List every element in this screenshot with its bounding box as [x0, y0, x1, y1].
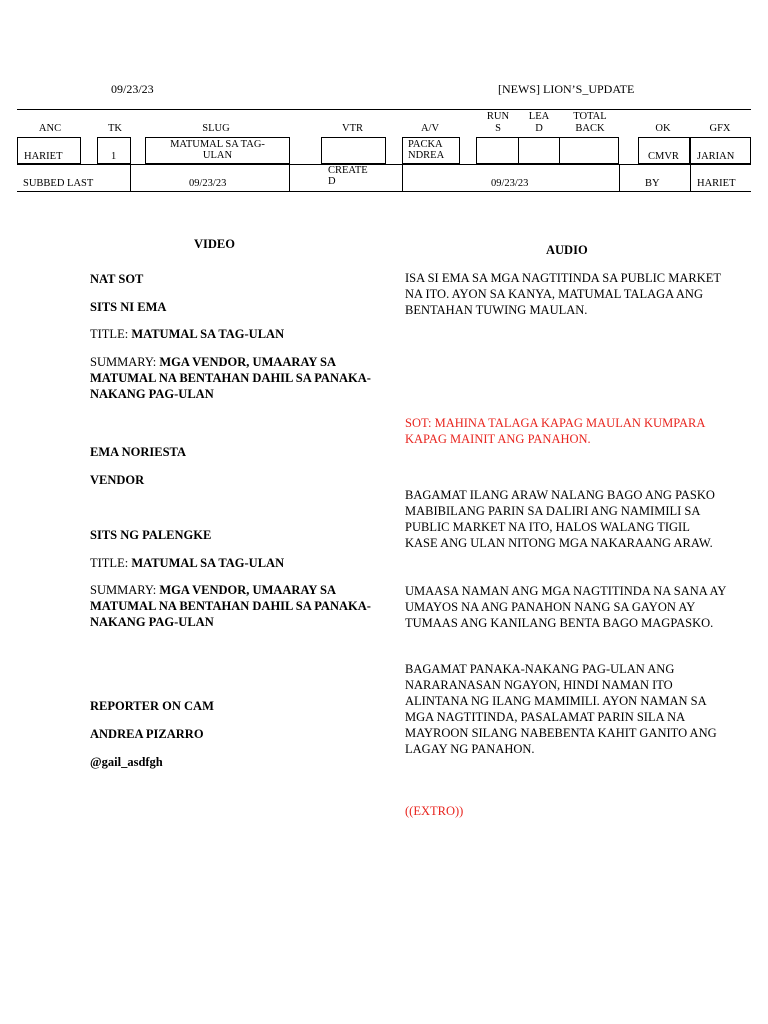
label-runs — [478, 111, 518, 135]
av-box — [402, 137, 460, 164]
label-vtr: VTR — [342, 123, 363, 134]
label-lead-line2: D — [535, 123, 543, 134]
footer-divider-3 — [402, 164, 403, 191]
anc-value: HARIET — [24, 151, 63, 162]
footer-divider-5 — [690, 164, 691, 191]
audio-paragraph-3: UMAASA NAMAN ANG MGA NAGTITINDA NA SANA AY UMAYOS NA ANG PANAHON NANG SA GAYON AY TUMAAS ANG KANILANG BENTA BAGO MAGPASKO. — [405, 584, 726, 630]
footer-bottom-rule — [17, 191, 751, 192]
audio-paragraph-4: BAGAMAT PANAKA-NAKANG PAG-ULAN ANG NARARANASAN NGAYON, HINDI NAMAN ITO ALINTANA NG ILANG MAMIMILI. AYON NAMAN SA MGA NAGTITINDA, PASALAMAT PARIN SILA NA MAYROON SILANG NABEBENTA KAHIT GANITO ANG LAGAY NG PANAHON. — [405, 662, 717, 756]
label-runs-line2: S — [495, 123, 501, 134]
summary-label: SUMMARY: — [90, 355, 160, 369]
title-label: TITLE: — [90, 327, 132, 341]
lead-box — [518, 137, 560, 164]
slug-line1: MATUMAL SA TAG- — [170, 139, 265, 150]
footer-top-rule — [17, 164, 751, 165]
label-anc: ANC — [38, 123, 62, 134]
audio-paragraph-2: BAGAMAT ILANG ARAW NALANG BAGO ANG PASKO MABIBILANG PARIN SA DALIRI ANG NAMIMILI SA PUBLIC MARKET NA ITO, HALOS WALANG TIGIL KASE ANG ULAN NITONG MGA NAKARAANG ARAW. — [405, 488, 715, 550]
header-date: 09/23/23 — [111, 82, 154, 96]
vtr-box — [321, 137, 386, 164]
video-sits-palengke: SITS NG PALENGKE — [90, 528, 212, 542]
video-role: VENDOR — [90, 473, 145, 487]
video-reporter-name: ANDREA PIZARRO — [90, 727, 204, 741]
summary-value-2: MGA VENDOR, UMAARAY SA MATUMAL NA BENTAHAN DAHIL SA PANAKA-NAKANG PAG-ULAN — [90, 583, 371, 629]
subbed-last-date: 09/23/23 — [189, 178, 227, 189]
av-line2: NDREA — [408, 150, 445, 161]
by-value: HARIET — [697, 178, 736, 189]
audio-sot: SOT: MAHINA TALAGA KAPAG MAULAN KUMPARA KAPAG MAINIT ANG PANAHON. — [405, 416, 705, 446]
audio-paragraph-1: ISA SI EMA SA MGA NAGTITINDA SA PUBLIC MARKET NA ITO. AYON SA KANYA, MATUMAL TALAGA ANG BENTAHAN TUWING MAULAN. — [405, 271, 721, 317]
av-line1: PACKA — [408, 139, 443, 150]
footer-divider-1 — [130, 164, 131, 191]
tk-value: 1 — [111, 151, 117, 162]
video-reporter: REPORTER ON CAM — [90, 699, 214, 713]
header-title: [NEWS] LION’S_UPDATE — [498, 82, 635, 96]
anc-box — [17, 137, 81, 164]
tk-box — [97, 137, 131, 164]
created-date: 09/23/23 — [491, 178, 529, 189]
total-back-box — [559, 137, 619, 164]
gfx-value: JARIAN — [697, 151, 735, 162]
created-label — [328, 165, 368, 187]
video-title-2 — [90, 555, 390, 571]
runs-box — [476, 137, 519, 164]
av-value — [408, 139, 444, 161]
top-rule — [17, 109, 751, 110]
footer-divider-4 — [619, 164, 620, 191]
video-sits-ema: SITS NI EMA — [90, 300, 167, 314]
video-name: EMA NORIESTA — [90, 445, 186, 459]
slug-box — [145, 137, 290, 164]
footer-divider-2 — [289, 164, 290, 191]
label-lead-line1: LEA — [528, 111, 550, 122]
label-total-back-line1: TOTAL — [573, 111, 607, 122]
slug-value — [146, 139, 289, 161]
ok-box — [638, 137, 690, 164]
created-line1: CREATE — [328, 165, 368, 176]
video-title-1 — [90, 326, 390, 342]
title-label-2: TITLE: — [90, 556, 132, 570]
by-label: BY — [645, 178, 660, 189]
subbed-last-label: SUBBED LAST — [23, 178, 94, 189]
created-line2: D — [328, 176, 336, 187]
summary-value: MGA VENDOR, UMAARAY SA MATUMAL NA BENTAHAN DAHIL SA PANAKA-NAKANG PAG-ULAN — [90, 355, 371, 401]
label-gfx: GFX — [709, 123, 731, 134]
label-lead — [519, 111, 559, 135]
label-slug: SLUG — [202, 123, 230, 134]
label-tk: TK — [108, 123, 122, 134]
title-value: MATUMAL SA TAG-ULAN — [131, 327, 285, 341]
video-summary-1 — [90, 354, 375, 402]
title-value-2: MATUMAL SA TAG-ULAN — [131, 556, 285, 570]
audio-extro: ((EXTRO)) — [405, 804, 464, 818]
video-heading: VIDEO — [194, 237, 235, 251]
ok-value: CMVR — [648, 151, 679, 162]
summary-label-2: SUMMARY: — [90, 583, 160, 597]
label-runs-line1: RUN — [486, 111, 510, 122]
video-nat-sot: NAT SOT — [90, 272, 144, 286]
label-av: A/V — [420, 123, 440, 134]
label-total-back — [562, 111, 618, 135]
video-summary-2 — [90, 582, 375, 630]
label-total-back-line2: BACK — [575, 123, 605, 134]
gfx-box — [690, 137, 751, 164]
audio-heading: AUDIO — [546, 243, 588, 257]
slug-line2: ULAN — [202, 150, 233, 161]
video-handle: @gail_asdfgh — [90, 755, 163, 769]
label-ok: OK — [655, 123, 671, 134]
